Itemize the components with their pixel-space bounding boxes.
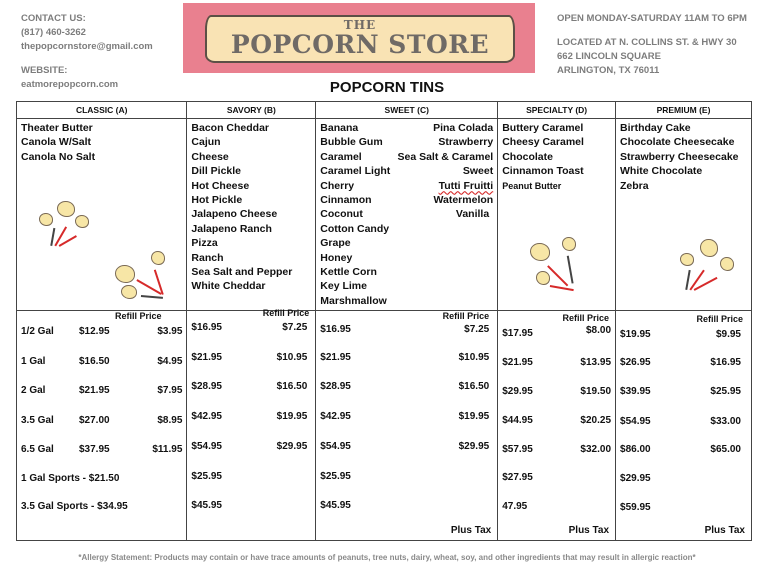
store-hours: OPEN MONDAY-SATURDAY 11AM TO 6PM bbox=[557, 13, 747, 24]
price: $21.95 bbox=[191, 352, 222, 364]
header-premium: PREMIUM (E) bbox=[616, 102, 752, 119]
refill-price: $19.50 bbox=[580, 386, 612, 398]
size-label: 1/2 Gal bbox=[21, 326, 54, 338]
refill-price: $8.95 bbox=[157, 415, 183, 427]
header-classic: CLASSIC (A) bbox=[17, 102, 187, 119]
flavor: Cherry bbox=[320, 179, 355, 192]
popcorn-illustration bbox=[113, 251, 173, 307]
refill-price: $7.25 bbox=[464, 324, 490, 336]
price: $86.00 bbox=[620, 444, 651, 456]
sweet-left-list bbox=[320, 121, 390, 308]
price: $42.95 bbox=[191, 411, 222, 423]
refill-price: $65.00 bbox=[710, 444, 741, 456]
refill-price: $3.95 bbox=[157, 326, 183, 338]
premium-prices bbox=[616, 311, 752, 541]
specialty-prices bbox=[498, 311, 616, 541]
refill-price: $10.95 bbox=[276, 352, 308, 364]
price-row bbox=[191, 322, 311, 336]
contact-phone: (817) 460-3262 bbox=[21, 27, 86, 38]
price-row bbox=[620, 502, 747, 516]
flavor: Marshmallow bbox=[320, 294, 387, 307]
refill-price: $19.95 bbox=[458, 411, 490, 423]
price: $57.95 bbox=[502, 444, 533, 456]
popcorn-illustration bbox=[528, 237, 588, 297]
refill-price: $10.95 bbox=[458, 352, 490, 364]
contact-heading: CONTACT US: bbox=[21, 13, 86, 24]
flavor: Strawberry Cheesecake bbox=[620, 150, 739, 163]
price-row bbox=[320, 352, 493, 366]
size-label: 2 Gal bbox=[21, 385, 46, 397]
store-city: ARLINGTON, TX 76011 bbox=[557, 65, 660, 76]
flavor: Coconut bbox=[320, 208, 363, 221]
refill-label: Refill Price bbox=[696, 314, 743, 325]
refill-price: $7.25 bbox=[282, 322, 308, 334]
price-row bbox=[21, 326, 182, 340]
refill-price: $13.95 bbox=[580, 357, 612, 369]
price-row bbox=[320, 471, 493, 485]
price-row bbox=[502, 357, 611, 371]
refill-price: $8.00 bbox=[585, 325, 612, 337]
logo-name: POPCORN STORE bbox=[230, 30, 490, 59]
specialty-flavors bbox=[498, 119, 616, 311]
price-row bbox=[320, 411, 493, 425]
price-row bbox=[191, 352, 311, 366]
menu-table bbox=[16, 101, 752, 541]
allergy-statement: *Allergy Statement: Products may contain or have trace amounts of peanuts, tree nuts, dairy, wheat, soy, and other ingredients that may result in allergic reaction* bbox=[78, 553, 696, 562]
flavor: Ranch bbox=[191, 251, 224, 264]
sports-price: $59.95 bbox=[620, 502, 651, 514]
website-heading: WEBSITE: bbox=[21, 65, 68, 76]
price-row bbox=[502, 386, 611, 400]
price-row bbox=[191, 411, 311, 425]
price-row bbox=[620, 357, 747, 371]
flavor: Kettle Corn bbox=[320, 266, 377, 279]
popcorn-illustration bbox=[37, 201, 97, 251]
price: $44.95 bbox=[502, 415, 533, 427]
price-row bbox=[21, 385, 182, 399]
price-row bbox=[620, 416, 747, 430]
website-link: eatmorepopcorn.com bbox=[21, 79, 119, 90]
store-logo bbox=[183, 3, 535, 73]
price: $39.95 bbox=[620, 386, 651, 398]
prices-row bbox=[17, 311, 752, 541]
refill-price: $4.95 bbox=[157, 356, 183, 368]
price-row bbox=[191, 471, 311, 485]
price: $54.95 bbox=[191, 441, 222, 453]
price: $42.95 bbox=[320, 411, 351, 423]
savory-flavors bbox=[187, 119, 316, 311]
refill-price: $19.95 bbox=[276, 411, 308, 423]
price-row bbox=[620, 444, 747, 458]
store-info bbox=[557, 12, 747, 78]
price-row bbox=[21, 444, 182, 458]
price-row bbox=[320, 324, 493, 338]
flavor: Hot Cheese bbox=[191, 179, 250, 192]
price: $21.95 bbox=[320, 352, 351, 364]
price: $37.95 bbox=[79, 444, 110, 456]
flavor: Canola W/Salt bbox=[21, 136, 92, 149]
price: $54.95 bbox=[320, 441, 351, 453]
refill-price: $33.00 bbox=[710, 416, 741, 428]
price-row bbox=[320, 441, 493, 455]
classic-prices bbox=[17, 311, 187, 541]
plus-tax-note: Plus Tax bbox=[704, 525, 745, 537]
price: $21.95 bbox=[79, 385, 110, 397]
savory-prices bbox=[187, 308, 316, 541]
refill-price: $9.95 bbox=[715, 329, 741, 341]
flavor: Pina Colada bbox=[433, 122, 494, 134]
price-row bbox=[320, 381, 493, 395]
contact-email: thepopcornstore@gmail.com bbox=[21, 41, 153, 52]
refill-label: Refill Price bbox=[442, 311, 490, 322]
price-row bbox=[620, 386, 747, 400]
refill-price: $32.00 bbox=[580, 444, 612, 456]
refill-label: Refill Price bbox=[262, 308, 310, 319]
price-row bbox=[502, 415, 611, 429]
flavor: Watermelon bbox=[433, 194, 494, 207]
header-specialty: SPECIALTY (D) bbox=[498, 102, 616, 119]
flavor: Birthday Cake bbox=[620, 122, 691, 134]
logo-sign bbox=[205, 15, 515, 63]
price-row bbox=[21, 473, 182, 487]
flavor: Peanut Butter bbox=[502, 180, 562, 191]
refill-price: $29.95 bbox=[276, 441, 308, 453]
flavor: Cinnamon Toast bbox=[502, 165, 584, 178]
sports-price: 47.95 bbox=[502, 501, 528, 513]
sports-price: $25.95 bbox=[320, 471, 351, 483]
flavor: Hot Pickle bbox=[191, 194, 243, 207]
flavor: Banana bbox=[320, 122, 359, 134]
price-row bbox=[191, 381, 311, 395]
refill-price: $25.95 bbox=[710, 386, 741, 398]
store-address: 662 LINCOLN SQUARE bbox=[557, 51, 661, 62]
price: $28.95 bbox=[191, 381, 222, 393]
price: $28.95 bbox=[320, 381, 351, 393]
price-row bbox=[502, 444, 611, 458]
flavors-row bbox=[17, 119, 752, 311]
page-title: POPCORN TINS bbox=[329, 79, 445, 96]
flavor: Honey bbox=[320, 251, 353, 264]
price-row bbox=[620, 473, 747, 487]
refill-price: $16.50 bbox=[276, 381, 308, 393]
price: $29.95 bbox=[502, 386, 533, 398]
header-savory: SAVORY (B) bbox=[187, 102, 316, 119]
store-location: LOCATED AT N. COLLINS ST. & HWY 30 bbox=[557, 37, 737, 48]
flavor: Vanilla bbox=[455, 208, 490, 221]
price: $16.95 bbox=[191, 322, 222, 334]
sweet-flavors bbox=[316, 119, 498, 311]
flavor: Cheesy Caramel bbox=[502, 136, 584, 149]
sweet-prices bbox=[316, 311, 498, 541]
refill-price: $16.95 bbox=[710, 357, 741, 369]
price: $27.00 bbox=[79, 415, 110, 427]
price: $19.95 bbox=[620, 329, 651, 341]
price: $21.95 bbox=[502, 357, 533, 369]
sports-price: 3.5 Gal Sports - $34.95 bbox=[21, 501, 128, 513]
flavor: Buttery Caramel bbox=[502, 122, 584, 134]
sports-price: $25.95 bbox=[191, 471, 222, 483]
sweet-right-list bbox=[397, 121, 493, 308]
header-sweet: SWEET (C) bbox=[316, 102, 498, 119]
size-label: 6.5 Gal bbox=[21, 444, 54, 456]
sports-price: $45.95 bbox=[191, 500, 222, 512]
flavor: Dill Pickle bbox=[191, 165, 242, 178]
flavor: Cheese bbox=[191, 150, 229, 163]
refill-price: $7.95 bbox=[157, 385, 183, 397]
flavor: Cajun bbox=[191, 136, 221, 149]
flavor: Pizza bbox=[191, 237, 218, 250]
flavor: Grape bbox=[320, 237, 351, 250]
flavor: Key Lime bbox=[320, 280, 367, 293]
size-label: 1 Gal bbox=[21, 356, 46, 368]
popcorn-illustration bbox=[676, 239, 746, 295]
refill-price: $20.25 bbox=[580, 415, 612, 427]
logo-the: THE bbox=[343, 18, 377, 32]
flavor: Strawberry bbox=[438, 136, 494, 149]
price-row bbox=[21, 356, 182, 370]
price-row bbox=[21, 415, 182, 429]
price-row bbox=[320, 500, 493, 514]
refill-price: $29.95 bbox=[458, 441, 490, 453]
price: $54.95 bbox=[620, 416, 651, 428]
price: $16.95 bbox=[320, 324, 351, 336]
flavor: Cinnamon bbox=[320, 194, 372, 207]
price: $12.95 bbox=[79, 326, 110, 338]
price-row bbox=[191, 500, 311, 514]
flavor: Jalapeno Ranch bbox=[191, 222, 272, 235]
sports-price: $45.95 bbox=[320, 500, 351, 512]
price-row bbox=[21, 501, 182, 515]
price-row bbox=[502, 325, 612, 342]
price: $26.95 bbox=[620, 357, 651, 369]
flavor: Sweet bbox=[462, 165, 494, 178]
plus-tax-note: Plus Tax bbox=[568, 525, 610, 537]
flavor: Cotton Candy bbox=[320, 222, 390, 235]
header-row bbox=[17, 102, 752, 119]
sports-price: $27.95 bbox=[502, 472, 533, 484]
price-row bbox=[620, 329, 747, 343]
plus-tax-note: Plus Tax bbox=[450, 525, 492, 537]
refill-price: $11.95 bbox=[152, 444, 183, 456]
flavor: White Cheddar bbox=[191, 280, 266, 293]
flavor: Caramel Light bbox=[320, 165, 391, 178]
flavor: Bacon Cheddar bbox=[191, 122, 270, 134]
flavor: Chocolate Cheesecake bbox=[620, 136, 735, 149]
price-row bbox=[502, 501, 611, 515]
flavor: Zebra bbox=[620, 179, 649, 192]
price: $16.50 bbox=[79, 356, 110, 368]
price-row bbox=[502, 472, 611, 486]
refill-label: Refill Price bbox=[115, 311, 162, 322]
sports-price: $29.95 bbox=[620, 473, 651, 485]
flavor: Theater Butter bbox=[21, 122, 93, 134]
flavor: Tutti Fruitti bbox=[438, 179, 494, 192]
flavor: Sea Salt & Caramel bbox=[397, 150, 494, 163]
flavor: Jalapeno Cheese bbox=[191, 208, 278, 221]
price-row bbox=[191, 441, 311, 455]
refill-price: $16.50 bbox=[458, 381, 490, 393]
classic-flavors bbox=[17, 119, 187, 311]
flavor: Caramel bbox=[320, 150, 362, 163]
flavor: Sea Salt and Pepper bbox=[191, 266, 293, 279]
premium-flavors bbox=[616, 119, 752, 311]
flavor: Canola No Salt bbox=[21, 150, 96, 163]
refill-label: Refill Price bbox=[562, 313, 610, 324]
price: $17.95 bbox=[502, 328, 533, 340]
sports-price: 1 Gal Sports - $21.50 bbox=[21, 473, 120, 485]
flavor: Bubble Gum bbox=[320, 136, 383, 149]
flavor: White Chocolate bbox=[620, 165, 703, 178]
size-label: 3.5 Gal bbox=[21, 415, 54, 427]
flavor: Chocolate bbox=[502, 150, 553, 163]
